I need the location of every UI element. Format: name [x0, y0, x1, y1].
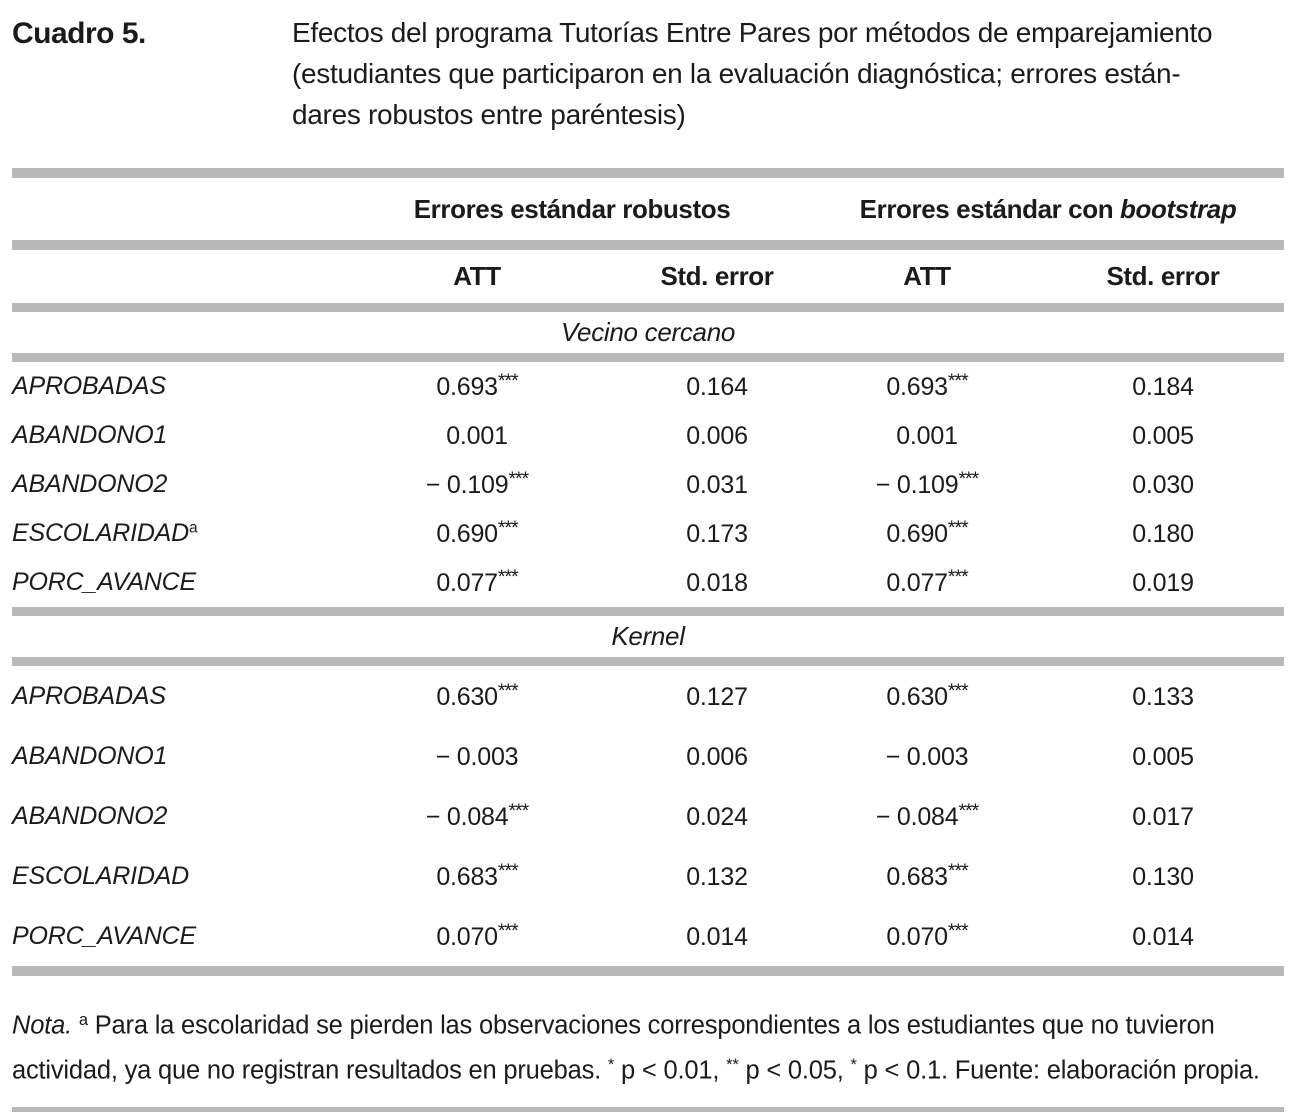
table-bottom-rule — [12, 966, 1284, 976]
value-cell: 0.173 — [686, 520, 748, 549]
group-header-bootstrap-italic: bootstrap — [1120, 193, 1237, 224]
table-row — [12, 786, 1284, 846]
table-number: Cuadro 5. — [12, 17, 146, 50]
table-row — [12, 726, 1284, 786]
row-label: ABANDONO1 — [12, 421, 168, 449]
value-cell: − 0.084*** — [425, 799, 529, 832]
page-bottom-rule — [12, 1107, 1284, 1112]
subheader-rule — [12, 303, 1284, 312]
table-row — [12, 362, 1284, 411]
sig-text-1: p < 0.01, — [614, 1056, 727, 1085]
significance-stars: *** — [497, 370, 518, 393]
section-header-kernel — [12, 616, 1284, 657]
significance-stars: *** — [497, 566, 518, 589]
sig-star-2: ** — [726, 1055, 739, 1075]
row-label: ABANDONO2 — [12, 470, 168, 498]
table-title-line3: dares robustos entre paréntesis) — [292, 99, 686, 130]
significance-stars: *** — [497, 679, 518, 702]
section-name: Vecino cercano — [560, 317, 736, 347]
value-cell: 0.005 — [1132, 422, 1194, 451]
value-cell: 0.005 — [1132, 743, 1194, 772]
document-page — [12, 0, 1284, 1112]
section-name: Kernel — [611, 621, 685, 651]
table-row — [12, 846, 1284, 906]
table-row — [12, 666, 1284, 726]
group-header-bootstrap-prefix: Errores estándar con — [859, 193, 1121, 224]
value-cell: 0.017 — [1132, 803, 1194, 832]
row-label: ESCOLARIDAD — [12, 861, 190, 890]
significance-stars: *** — [958, 799, 979, 822]
sig-star-1: * — [607, 1055, 615, 1075]
value-cell: − 0.003 — [885, 743, 969, 772]
value-cell: 0.001 — [446, 422, 508, 451]
col-header-att-robust: ATT — [453, 261, 501, 291]
significance-stars: *** — [497, 859, 518, 882]
row-label: APROBADAS — [12, 681, 166, 710]
table-caption — [12, 12, 1284, 158]
group-header-bootstrap — [812, 194, 1284, 225]
value-cell: 0.077*** — [436, 566, 518, 598]
value-cell: 0.024 — [686, 803, 748, 832]
note-label: Nota. — [12, 1011, 72, 1040]
value-cell: 0.030 — [1132, 471, 1194, 500]
note-superscript-a: a — [78, 1010, 88, 1029]
section-body-kernel — [12, 666, 1284, 966]
value-cell: 0.690*** — [436, 517, 518, 549]
section-rule — [12, 607, 1284, 616]
table-note — [12, 1000, 1284, 1091]
value-cell: 0.006 — [686, 743, 748, 772]
section-rule — [12, 353, 1284, 362]
row-label: PORC_AVANCE — [12, 921, 196, 950]
value-cell: 0.683*** — [436, 859, 518, 892]
row-label: ABANDONO2 — [12, 801, 168, 830]
col-header-stderr-robust: Std. error — [660, 261, 774, 291]
value-cell: 0.630*** — [886, 679, 968, 712]
significance-stars: *** — [497, 517, 518, 540]
significance-stars: *** — [947, 679, 968, 702]
significance-stars: *** — [947, 517, 968, 540]
header-rule — [12, 240, 1284, 250]
value-cell: 0.070*** — [886, 919, 968, 952]
value-cell: 0.070*** — [436, 919, 518, 952]
value-cell: 0.006 — [686, 422, 748, 451]
significance-stars: *** — [947, 370, 968, 393]
value-cell: 0.184 — [1132, 373, 1194, 402]
significance-stars: *** — [947, 566, 968, 589]
table-row — [12, 460, 1284, 509]
table-row — [12, 906, 1284, 966]
value-cell: 0.683*** — [886, 859, 968, 892]
value-cell: 0.164 — [686, 373, 748, 402]
col-header-att-bootstrap: ATT — [903, 261, 951, 291]
row-label: ESCOLARIDAD — [12, 519, 190, 547]
table-title-line2: (estudiantes que participaron en la evaluación diagnóstica; errores están- — [292, 58, 1181, 89]
table-title — [292, 12, 1212, 135]
sig-star-3: * — [850, 1055, 857, 1075]
value-cell: 0.001 — [896, 422, 958, 451]
table-row — [12, 558, 1284, 607]
value-cell: − 0.109*** — [425, 468, 529, 500]
significance-stars: *** — [947, 859, 968, 882]
significance-stars: *** — [958, 468, 979, 491]
significance-stars: *** — [508, 799, 529, 822]
value-cell: 0.690*** — [886, 517, 968, 549]
row-label: APROBADAS — [12, 372, 166, 400]
sig-text-2: p < 0.05, — [738, 1056, 851, 1085]
section-body-vecino-cercano — [12, 362, 1284, 607]
value-cell: 0.693*** — [436, 370, 518, 402]
value-cell: 0.133 — [1132, 683, 1194, 712]
sig-text-3: p < 0.1. — [856, 1056, 955, 1085]
value-cell: − 0.084*** — [875, 799, 979, 832]
section-header-vecino-cercano — [12, 312, 1284, 353]
value-cell: 0.077*** — [886, 566, 968, 598]
table-title-line1: Efectos del programa Tutorías Entre Pares por métodos de emparejamiento — [292, 17, 1213, 48]
value-cell: 0.014 — [1132, 923, 1194, 952]
significance-stars: *** — [508, 468, 529, 491]
value-cell: 0.180 — [1132, 520, 1194, 549]
value-cell: 0.693*** — [886, 370, 968, 402]
col-header-stderr-bootstrap: Std. error — [1106, 261, 1220, 291]
value-cell: − 0.109*** — [875, 468, 979, 500]
value-cell: 0.630*** — [436, 679, 518, 712]
value-cell: 0.018 — [686, 569, 748, 598]
table-column-header-row — [12, 250, 1284, 303]
value-cell: − 0.003 — [435, 743, 519, 772]
row-label-superscript: a — [189, 519, 198, 537]
value-cell: 0.130 — [1132, 863, 1194, 892]
significance-stars: *** — [497, 919, 518, 942]
value-cell: 0.019 — [1132, 569, 1194, 598]
significance-stars: *** — [947, 919, 968, 942]
value-cell: 0.132 — [686, 863, 748, 892]
value-cell: 0.127 — [686, 683, 748, 712]
row-label: ABANDONO1 — [12, 741, 168, 770]
note-body: Para la escolaridad se pierden las observaciones correspondientes a los estudiantes que no tuvieron actividad, ya que no registran resultados en pruebas. — [12, 1011, 1215, 1085]
value-cell: 0.031 — [686, 471, 748, 500]
section-rule — [12, 657, 1284, 666]
group-header-robust: Errores estándar robustos — [413, 193, 731, 224]
row-label: PORC_AVANCE — [12, 568, 196, 596]
table-top-rule — [12, 168, 1284, 178]
value-cell: 0.014 — [686, 923, 748, 952]
note-source: Fuente: elaboración propia. — [954, 1056, 1260, 1085]
table-row — [12, 509, 1284, 558]
table-group-header-row — [12, 178, 1284, 240]
table-row — [12, 411, 1284, 460]
